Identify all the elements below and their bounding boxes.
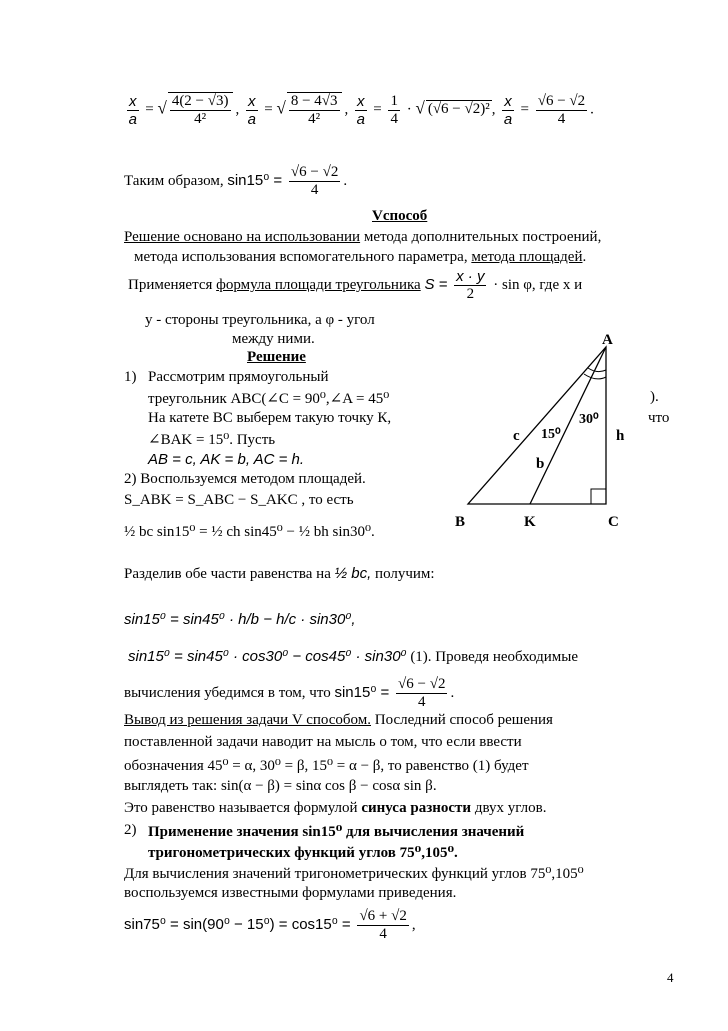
top-formulas: $\frac{x}{a}$ = √ $\frac{4(2 - √3)}{\text{4²}}$ , $\frac{x}{a}$ = √ $\frac{8 - 4√3}{\text{4²}}$ , $\frac{x}{a}$ = $\frac{1}{4}$ · √ (√6 − √2)² , $\frac{x}{a}$ = $\frac{√6 - √2}{4}$ .: [128, 92, 594, 128]
vertex-c: C: [608, 514, 619, 530]
step2-line-3: ½ bc sin15⁰ = ½ ch sin45⁰ − ½ bh sin30⁰.: [124, 524, 375, 540]
method-line-3: Применяется формула площади треугольника S = $\frac{x \cdot y}{2}$ · sin φ, где x и: [128, 268, 583, 302]
step1-line-2: треугольник АВС(∠C = 90⁰,∠A = 45⁰: [148, 391, 390, 407]
equation-2: sin15⁰ = sin45⁰ · cos30⁰ − cos45⁰ · sin30⁰ (1). Проведя необходимые: [128, 648, 579, 665]
vertex-b: B: [455, 514, 466, 530]
result-frac: $\frac{√6 - √2}{4}$: [537, 92, 586, 127]
solution-heading: Решение: [247, 349, 306, 365]
application-line-4: воспользуемся известными формулами приведения.: [124, 885, 457, 901]
conclusion-line-3: обозначения 45⁰ = α, 30⁰ = β, 15⁰ = α − β, то равенство (1) будет: [124, 758, 529, 774]
right-angle-mark: [591, 489, 606, 504]
page-number: 4: [667, 970, 674, 985]
x-over-a-2: $\frac{x}{a}$: [247, 92, 256, 128]
step2-line-2: S_ABK = S_ABC − S_AKC , то есть: [124, 492, 354, 508]
conclusion-line-5: Это равенство называется формулой синуса разности двух углов.: [124, 800, 547, 816]
conclusion-line-1: Вывод из решения задачи V способом. Последний способ решения: [124, 712, 553, 728]
x-over-a-4: $\frac{x}{a}$: [503, 92, 513, 128]
sqrt-frac-2: $\frac{8 - 4√3}{\text{4²}}$: [287, 92, 342, 128]
step1-line-3: На катете ВС выберем такую точку К,: [148, 410, 392, 426]
step1-line-2-end: ).: [650, 389, 659, 405]
step1-number: 1): [124, 369, 137, 385]
divide-line: Разделив обе части равенства на ½ bc, получим:: [124, 565, 435, 582]
application-number: 2): [124, 822, 137, 838]
angle-30-label: 30⁰: [579, 412, 599, 427]
method-heading: Vспособ: [372, 208, 428, 224]
sqrt-rhs-3: (√6 − √2)²: [427, 101, 490, 118]
sqrt-frac-1: $\frac{4(2 - √3)}{\text{4²}}$: [168, 92, 233, 128]
step1-line-3-end: что: [648, 410, 670, 426]
step2-line-1: 2) Воспользуемся методом площадей.: [124, 471, 366, 487]
x-over-a-1: $\frac{x}{a}$: [128, 92, 137, 128]
side-c-label: c: [513, 428, 520, 444]
angle-arc-2: [584, 374, 606, 379]
vertex-k: K: [524, 514, 536, 530]
step1-line-4: ∠BAK = 15⁰. Пусть: [148, 432, 276, 448]
triangle-figure: [440, 330, 660, 540]
method-line-5: между ними.: [232, 331, 315, 347]
application-line-2: тригонометрических функций углов 75⁰,105⁰.: [148, 845, 458, 861]
angle-arc-1: [588, 368, 606, 372]
conclusion-line-2: поставленной задачи наводит на мысль о том, что если ввести: [124, 734, 522, 750]
method-line-1: Решение основано на использовании метода дополнительных построений,: [124, 229, 602, 245]
application-line-1: Применение значения sin15⁰ для вычисления значений: [148, 824, 525, 840]
calc-line: вычисления убедимся в том, что sin15⁰ = $\frac{√6 - √2}{4}$ .: [124, 676, 455, 710]
x-over-a-3: $\frac{x}{a}$: [356, 92, 365, 128]
equation-1: sin15⁰ = sin45⁰ · h/b − h/c · sin30⁰,: [124, 611, 356, 628]
summary-line: Таким образом, sin15⁰ = $\frac{√6 - √2}{4}$ .: [124, 164, 348, 198]
side-h-label: h: [616, 428, 625, 444]
application-line-3: Для вычисления значений тригонометрических функций углов 75⁰,105⁰: [124, 866, 584, 882]
angle-15-label: 15⁰: [541, 427, 561, 442]
conclusion-line-4: выглядеть так: sin(α − β) = sinα cos β − cosα sin β.: [124, 778, 437, 794]
method-line-4: y - стороны треугольника, а φ - угол: [145, 312, 375, 328]
side-b-label: b: [536, 456, 545, 472]
vertex-a: A: [602, 332, 613, 348]
step1-line-1: Рассмотрим прямоугольный: [148, 369, 329, 385]
step1-line-5: AB = c, AK = b, AC = h.: [148, 451, 305, 468]
method-line-2: метода использования вспомогательного параметра, метода площадей.: [134, 249, 587, 265]
final-formula: sin75⁰ = sin(90⁰ − 15⁰) = cos15⁰ = $\frac{√6 + √2}{4}$ ,: [124, 908, 416, 942]
